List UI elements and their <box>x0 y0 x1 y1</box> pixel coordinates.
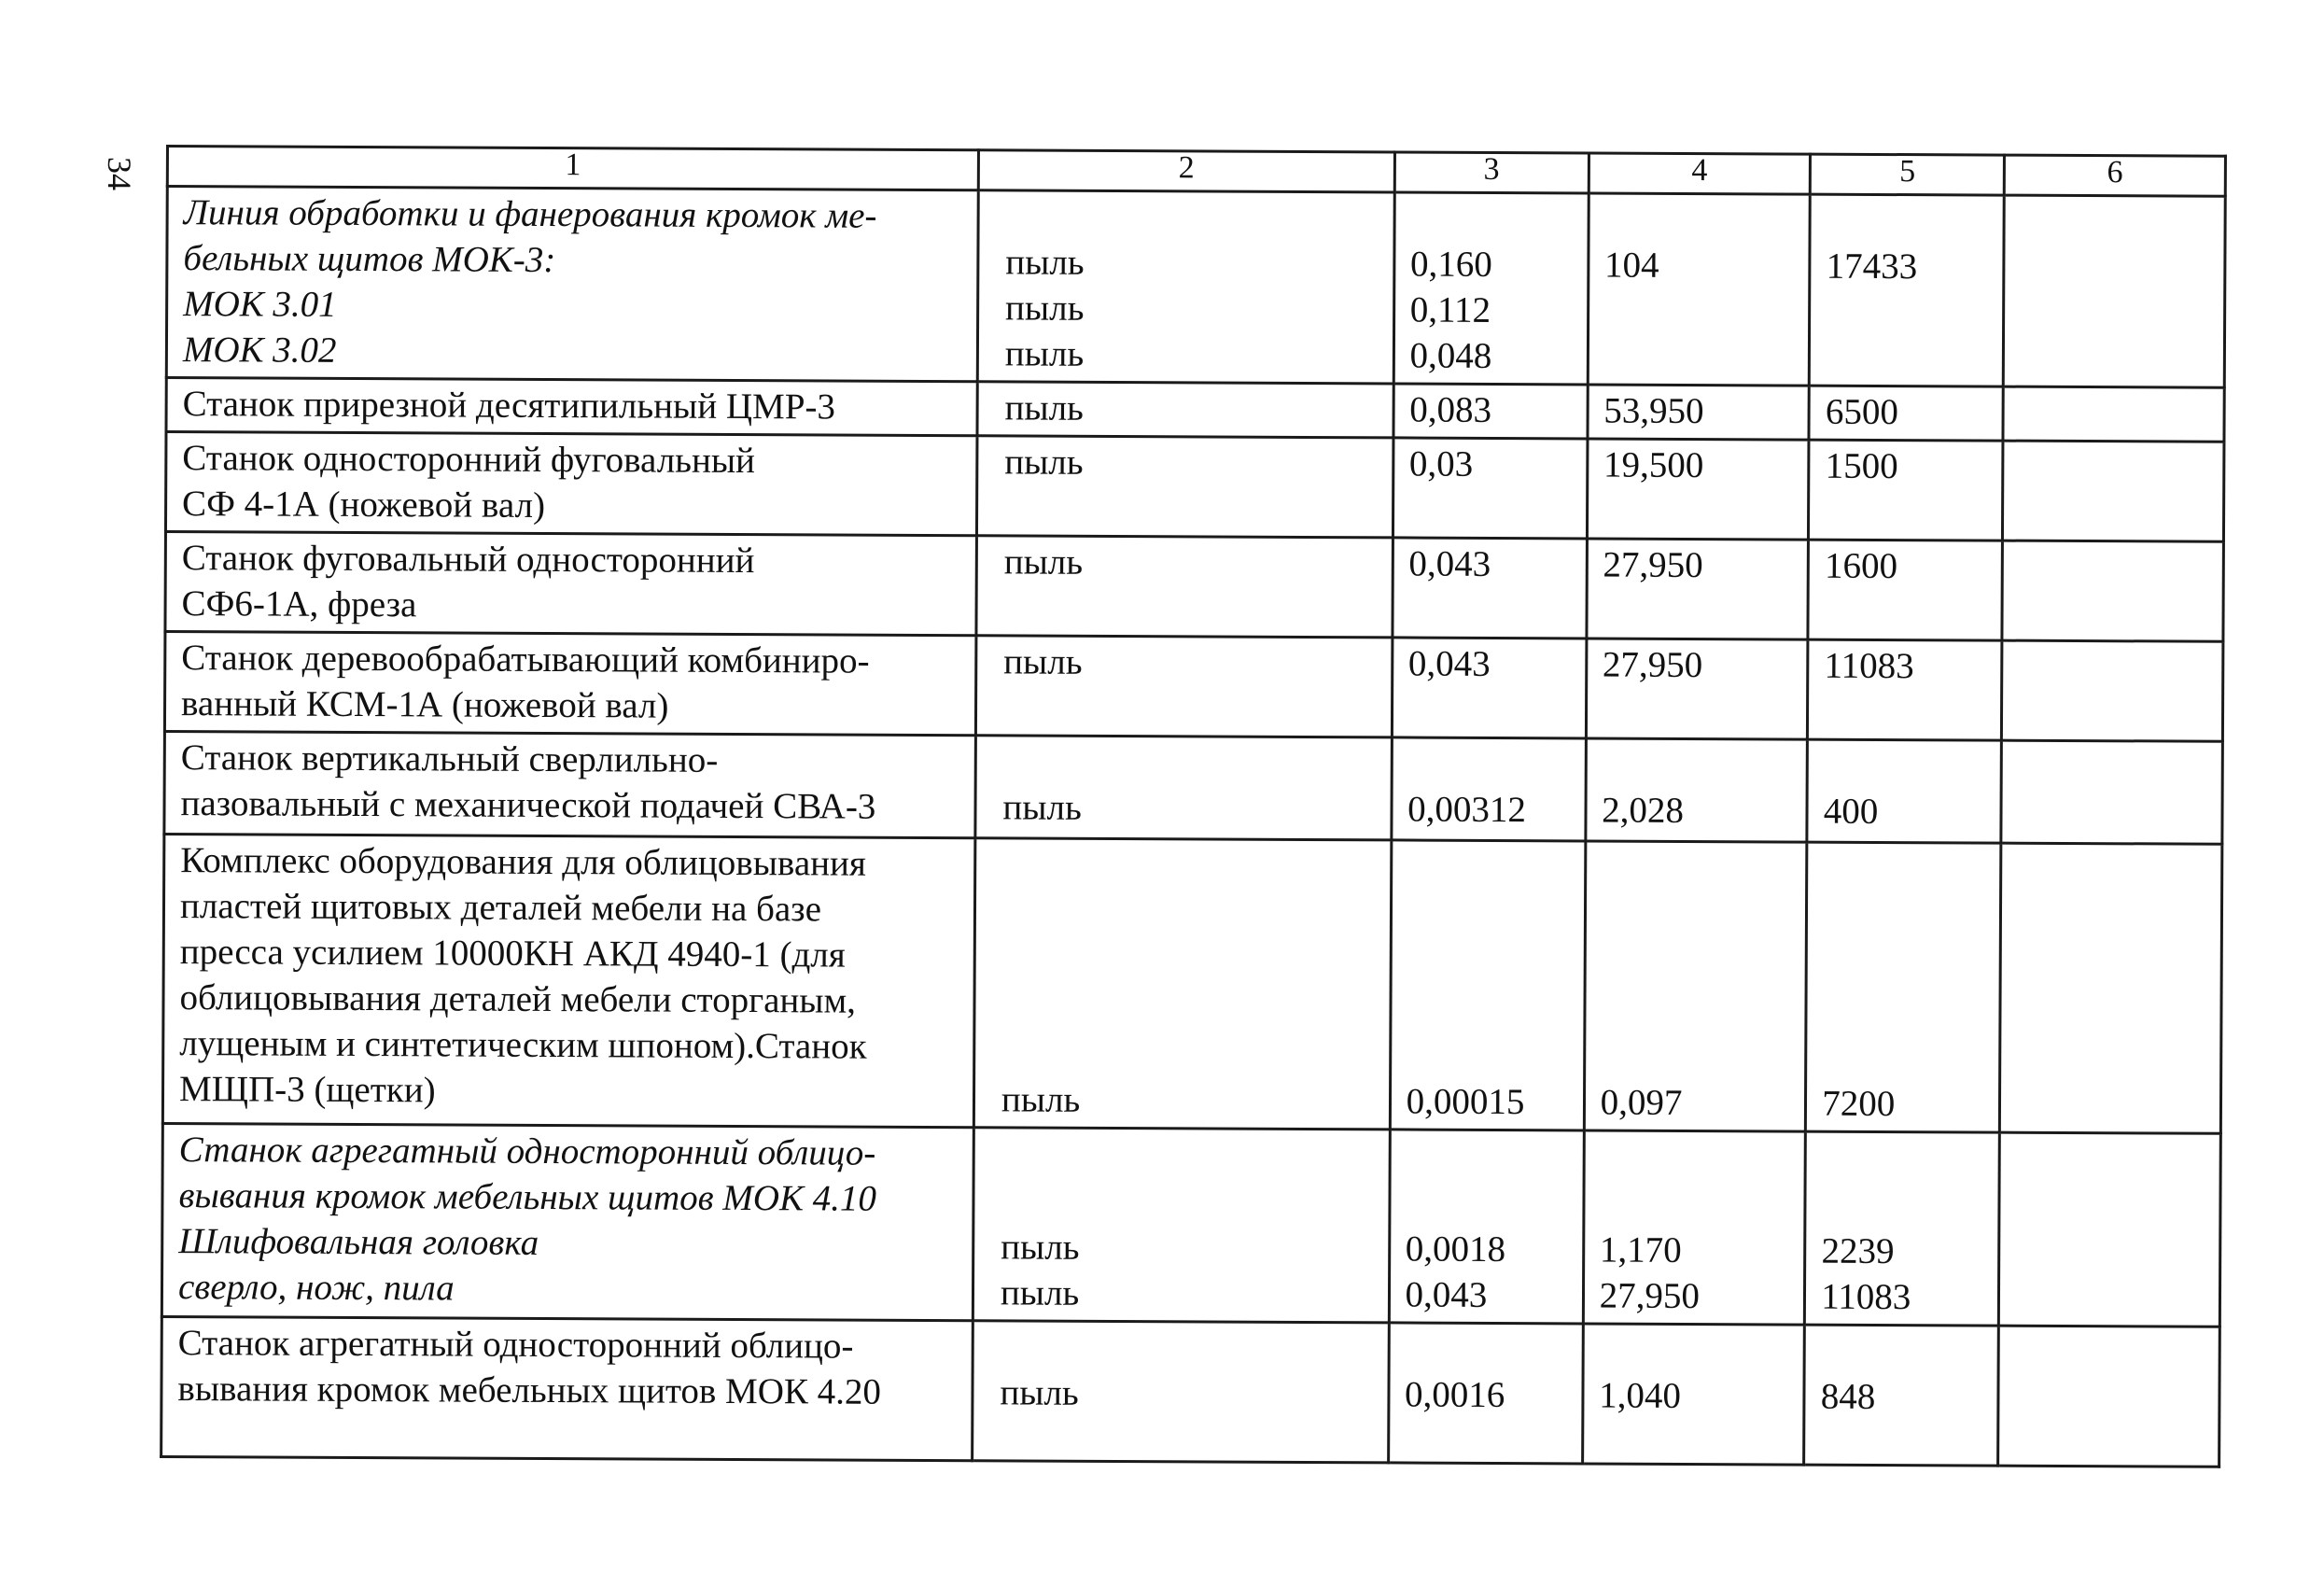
value-col-5-cell: 848 <box>1804 1325 1999 1466</box>
emissions-table <box>160 145 2227 1468</box>
page-number: 34 <box>101 157 138 190</box>
equipment-name-cell: Станок агрегатный односторонний облицо- вывания кромок мебельных щитов МОК 4.20 <box>161 1316 973 1460</box>
value-col-3-cell: 0,083 <box>1393 384 1588 439</box>
substance-cell: пыль <box>973 1321 1389 1463</box>
table-row <box>165 532 2223 642</box>
substance-cell: пыль <box>973 838 1391 1130</box>
value-col-5-cell: 6500 <box>1809 386 2003 441</box>
value-col-3-cell: 0,00015 <box>1390 840 1586 1130</box>
value-col-3-cell: 0,0018 0,043 <box>1389 1130 1584 1324</box>
value-col-4-cell: 1,040 <box>1582 1324 1804 1465</box>
header-col-6: 6 <box>2005 155 2226 196</box>
equipment-name-cell: Станок вертикальный сверлильно- пазовальный с механической подачей СВА-3 <box>164 731 975 837</box>
value-col-6-cell <box>2002 540 2223 641</box>
value-col-3-cell: 0,043 <box>1392 638 1587 738</box>
value-col-6-cell <box>2000 843 2222 1133</box>
value-col-6-cell <box>2003 441 2224 541</box>
value-col-3-cell: 0,160 0,112 0,048 <box>1393 192 1589 385</box>
value-col-5-cell: 11083 <box>1808 639 2003 740</box>
value-col-6-cell <box>2003 386 2224 442</box>
header-col-4: 4 <box>1589 153 1811 194</box>
value-col-4-cell: 0,097 <box>1584 841 1807 1131</box>
table-row <box>164 632 2222 742</box>
equipment-name-cell: Станок агрегатный односторонний облицо- вывания кромок мебельных щитов МОК 4.10 Шлифовальная головка сверло, нож, пила <box>161 1123 973 1320</box>
substance-cell: пыль <box>975 636 1392 737</box>
substance-cell: пыль <box>976 536 1393 638</box>
value-col-6-cell <box>2002 640 2223 741</box>
value-col-5-cell: 1500 <box>1809 440 2004 540</box>
substance-cell: пыль пыль пыль <box>977 190 1394 384</box>
table-row <box>161 1123 2220 1326</box>
value-col-6-cell <box>1998 1326 2219 1467</box>
value-col-4-cell: 19,500 <box>1587 439 1809 540</box>
value-col-3-cell: 0,043 <box>1393 538 1588 639</box>
table-row <box>164 731 2223 844</box>
substance-cell: пыль пыль <box>973 1128 1390 1323</box>
value-col-6-cell <box>1999 1132 2221 1326</box>
equipment-name-cell: Линия обработки и фанерования кромок ме- бельных щитов МОК-3: МОК 3.01 МОК 3.02 <box>166 187 978 382</box>
equipment-name-cell: Комплекс оборудования для облицовывания пластей щитовых деталей мебели на базе пресса усилием 10000КН АКД 4940-1 (для облицовывания деталей мебели сторганым, лущеным и синтетическим шпоном).Станок МЩП-3 (щетки) <box>162 834 974 1127</box>
value-col-3-cell: 0,00312 <box>1392 737 1587 841</box>
table-row <box>161 1316 2220 1467</box>
value-col-5-cell: 17433 <box>1810 194 2005 386</box>
value-col-5-cell: 2239 11083 <box>1805 1131 2000 1326</box>
value-col-5-cell: 400 <box>1807 739 2002 843</box>
header-col-2: 2 <box>978 150 1394 192</box>
value-col-4-cell: 1,170 27,950 <box>1583 1130 1806 1325</box>
table-row <box>162 834 2221 1133</box>
table-row <box>166 378 2224 442</box>
equipment-name-cell: Станок фуговальный односторонний СФ6-1А, фреза <box>165 532 976 636</box>
header-col-1: 1 <box>167 147 978 190</box>
substance-cell: пыль <box>976 436 1393 538</box>
value-col-3-cell: 0,03 <box>1393 438 1588 539</box>
table-row <box>166 187 2225 388</box>
value-col-4-cell: 27,950 <box>1587 539 1809 639</box>
substance-cell: пыль <box>975 736 1392 840</box>
value-col-5-cell: 7200 <box>1806 842 2002 1132</box>
substance-cell: пыль <box>977 382 1393 438</box>
value-col-6-cell <box>2004 195 2226 387</box>
value-col-5-cell: 1600 <box>1808 540 2003 640</box>
equipment-name-cell: Станок прирезной десятипильный ЦМР-3 <box>166 378 977 436</box>
value-col-4-cell: 27,950 <box>1586 639 1808 739</box>
table-row <box>165 432 2223 542</box>
value-col-4-cell: 104 <box>1588 193 1811 386</box>
value-col-4-cell: 2,028 <box>1586 738 1808 842</box>
value-col-3-cell: 0,0016 <box>1388 1323 1583 1464</box>
value-col-6-cell <box>2001 740 2222 844</box>
header-col-3: 3 <box>1394 152 1589 193</box>
equipment-name-cell: Станок односторонний фуговальный СФ 4-1А (ножевой вал) <box>165 432 976 536</box>
value-col-4-cell: 53,950 <box>1588 385 1810 440</box>
header-col-5: 5 <box>1811 154 2005 195</box>
equipment-name-cell: Станок деревообрабатывающий комбиниро- ванный КСМ-1А (ножевой вал) <box>164 632 975 736</box>
